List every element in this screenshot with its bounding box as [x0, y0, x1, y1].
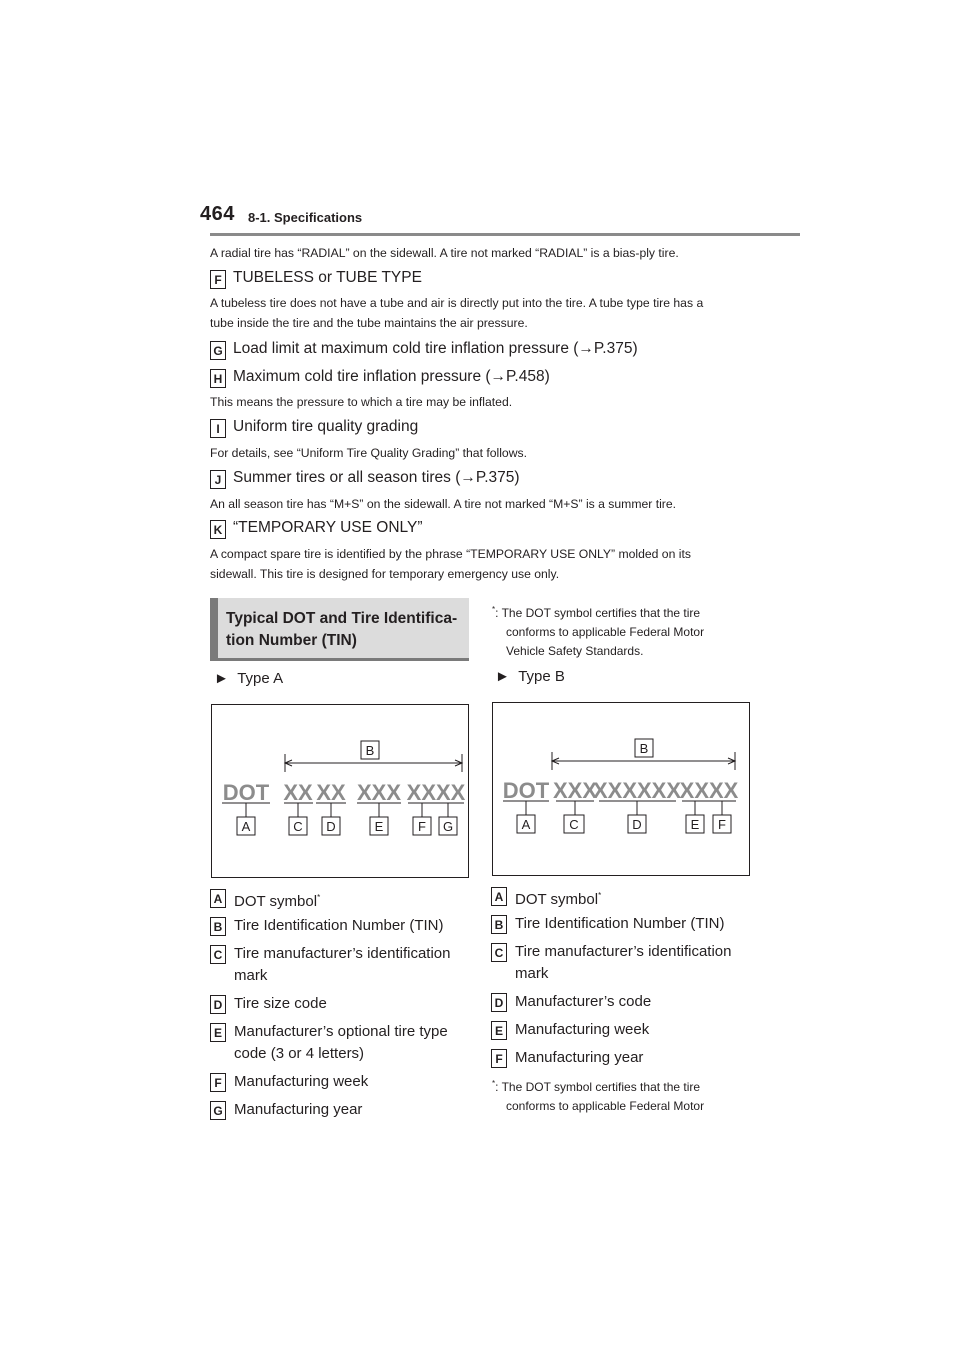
type-b-group-ef: XXXX: [679, 778, 739, 803]
legend-a-text-d: Tire size code: [234, 995, 327, 1012]
item-k-desc-1: A compact spare tire is identified by the phrase “TEMPORARY USE ONLY” molded on its: [210, 547, 691, 561]
badge-f: F: [210, 270, 226, 289]
top-note-line-2: conforms to applicable Federal Motor: [506, 625, 705, 639]
legend-b-text-c: Tire manufacturer’s identification: [515, 943, 732, 960]
legend-a-text-c-2: mark: [234, 967, 268, 984]
item-h-desc: This means the pressure to which a tire may be inflated.: [210, 395, 513, 409]
legend-a-badge-f: F: [210, 1073, 226, 1092]
legend-b-text-c-2: mark: [515, 965, 549, 982]
legend-b-sup: *: [598, 891, 602, 900]
legend-b-text-b: Tire Identification Number (TIN): [515, 915, 725, 932]
type-b-group-dot: DOT: [502, 778, 550, 803]
triangle-bullet-icon: ►: [214, 670, 229, 687]
legend-a-text-f: Manufacturing week: [234, 1073, 369, 1090]
type-a-callout-b: B: [365, 743, 375, 758]
item-i-desc: For details, see “Uniform Tire Quality Grading” that follows.: [210, 446, 527, 460]
item-h-title: Maximum cold tire inflation pressure (→P.458): [233, 368, 550, 385]
badge-k: K: [210, 520, 226, 539]
section-title: 8-1. Specifications: [248, 210, 363, 225]
type-a-callout-a: A: [241, 819, 251, 834]
top-note-line-1: : The DOT symbol certifies that the tire: [495, 606, 701, 620]
legend-a-dot-symbol: [234, 887, 320, 913]
type-b-callout-b: B: [639, 741, 649, 756]
legend-a-text-b: Tire Identification Number (TIN): [234, 917, 444, 934]
legend-b-badge-e: E: [491, 1021, 507, 1040]
page-number: 464: [200, 203, 235, 225]
legend-a-text-c: Tire manufacturer’s identification: [234, 945, 451, 962]
section-heading: [210, 598, 469, 661]
type-b-callout-d: D: [632, 817, 642, 832]
item-j-desc: An all season tire has “M+S” on the sidewall. A tire not marked “M+S” is a summer tire.: [210, 497, 677, 511]
type-a-heading: [214, 670, 283, 687]
type-a-callout-e: E: [374, 819, 384, 834]
item-j-title: Summer tires or all season tires (→P.375): [233, 469, 520, 486]
legend-b-badge-f: F: [491, 1049, 507, 1068]
item-k-title: “TEMPORARY USE ONLY”: [233, 519, 423, 536]
item-f-desc-2: tube inside the tire and the tube maintains the air pressure.: [210, 316, 528, 330]
type-b-diagram: [493, 703, 749, 875]
type-a-group-fg: XXXX: [406, 780, 466, 805]
badge-g: G: [210, 341, 226, 360]
item-i-title: Uniform tire quality grading: [233, 418, 419, 435]
type-b-label: Type B: [518, 668, 565, 685]
section-heading-line-2: tion Number (TIN): [226, 632, 357, 649]
item-k-desc-2: sidewall. This tire is designed for temporary emergency use only.: [210, 567, 560, 581]
bottom-note-line-2: conforms to applicable Federal Motor: [506, 1099, 705, 1113]
type-a-callout-c: C: [293, 819, 303, 834]
type-b-callout-a: A: [521, 817, 531, 832]
type-a-callout-f: F: [418, 819, 426, 834]
legend-b-badge-c: C: [491, 943, 507, 962]
type-b-group-d: XXXXXX: [592, 778, 682, 803]
bottom-note: [492, 1074, 704, 1116]
type-a-group-d: XX: [316, 780, 346, 805]
legend-a-badge-g: G: [210, 1101, 226, 1120]
top-note-line-3: Vehicle Safety Standards.: [506, 644, 644, 658]
top-note: [492, 600, 704, 661]
legend-a-badge-b: B: [210, 917, 226, 936]
badge-h: H: [210, 369, 226, 388]
legend-b-text-d: Manufacturer’s code: [515, 993, 652, 1010]
type-b-heading: [495, 668, 565, 685]
bottom-note-marker: *: [492, 1079, 496, 1088]
type-a-label: Type A: [237, 670, 284, 687]
item-f-desc-1: A tubeless tire does not have a tube and air is directly put into the tire. A tube type tire has a: [210, 296, 704, 310]
note-marker: *: [492, 605, 496, 614]
legend-b-badge-a: A: [491, 887, 507, 906]
type-b-group-c: XXX: [552, 778, 598, 803]
type-b-figure: [492, 702, 750, 876]
type-b-callout-f: F: [718, 817, 726, 832]
type-a-callout-g: G: [442, 819, 454, 834]
legend-a-badge-d: D: [210, 995, 226, 1014]
legend-b-text-a: DOT symbol: [515, 891, 599, 908]
type-a-group-c: XX: [283, 780, 313, 805]
legend-b-text-e: Manufacturing week: [515, 1021, 650, 1038]
header-divider: [210, 233, 800, 236]
legend-b-dot-symbol: [515, 885, 601, 911]
badge-j: J: [210, 470, 226, 489]
legend-a-sup: *: [317, 893, 321, 902]
type-b-callout-e: E: [690, 817, 700, 832]
legend-b-badge-b: B: [491, 915, 507, 934]
item-g-title: Load limit at maximum cold tire inflation pressure (→P.375): [233, 340, 638, 357]
legend-a-badge-a: A: [210, 889, 226, 908]
triangle-bullet-icon: ►: [495, 668, 510, 685]
type-a-diagram: [212, 705, 468, 877]
legend-a-text-a: DOT symbol: [234, 893, 318, 910]
section-heading-line-1: Typical DOT and Tire Identifica-: [226, 610, 458, 627]
legend-a-text-e-2: code (3 or 4 letters): [234, 1045, 365, 1062]
bottom-note-line-1: : The DOT symbol certifies that the tire: [495, 1080, 701, 1094]
type-a-callout-d: D: [326, 819, 336, 834]
legend-a-text-g: Manufacturing year: [234, 1101, 363, 1118]
type-a-group-e: XXX: [356, 780, 402, 805]
legend-a-badge-e: E: [210, 1023, 226, 1042]
legend-b-badge-d: D: [491, 993, 507, 1012]
item-f-title: TUBELESS or TUBE TYPE: [233, 269, 422, 286]
legend-a-badge-c: C: [210, 945, 226, 964]
type-a-group-dot: DOT: [222, 780, 270, 805]
legend-b-text-f: Manufacturing year: [515, 1049, 644, 1066]
type-a-figure: [211, 704, 469, 878]
intro-text: A radial tire has “RADIAL” on the sidewall. A tire not marked “RADIAL” is a bias-ply tire.: [210, 246, 679, 260]
badge-i: I: [210, 419, 226, 438]
type-b-callout-c: C: [569, 817, 579, 832]
legend-a-text-e: Manufacturer’s optional tire type: [234, 1023, 448, 1040]
